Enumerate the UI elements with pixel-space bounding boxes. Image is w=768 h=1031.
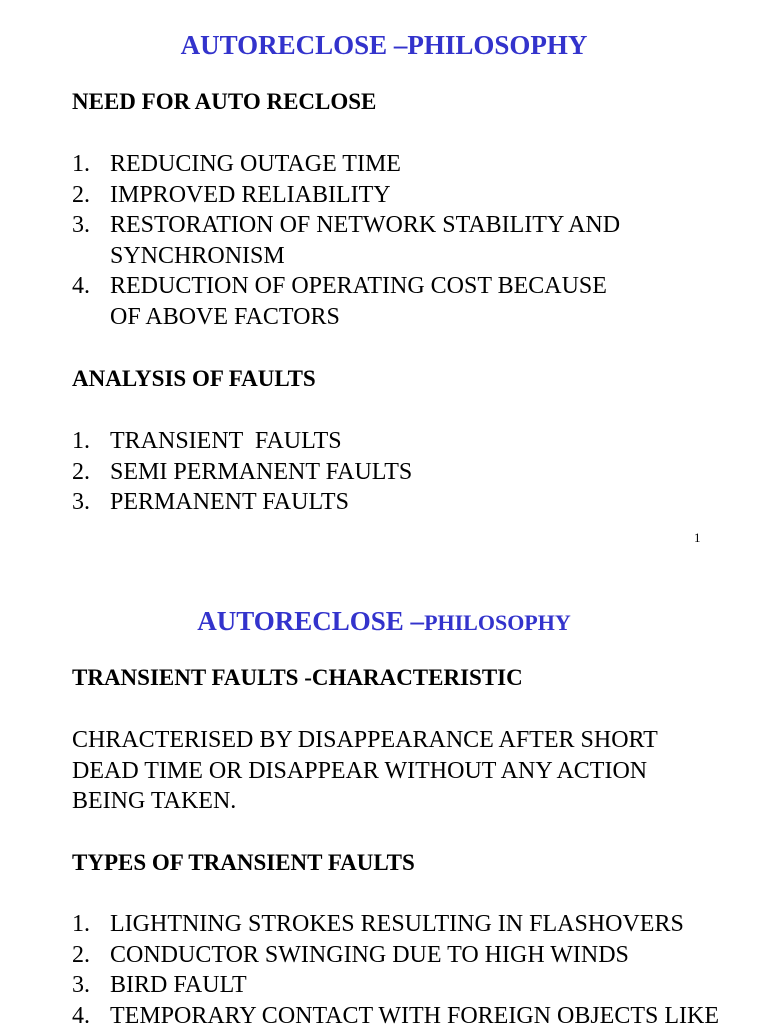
list-item-text-continued: SYNCHRONISM (110, 243, 285, 269)
list-item (72, 457, 412, 488)
need-for-auto-reclose-heading: NEED FOR AUTO RECLOSE (72, 89, 376, 115)
paragraph-line: DEAD TIME OR DISAPPEAR WITHOUT ANY ACTION (72, 756, 658, 787)
list-item (72, 210, 620, 271)
list-item-text: LIGHTNING STROKES RESULTING IN FLASHOVERS (110, 911, 684, 937)
list-item-text-continued: OF ABOVE FACTORS (110, 304, 340, 330)
fault-list (72, 426, 412, 518)
slide-2-title-main: AUTORECLOSE – (197, 606, 424, 636)
list-item-text: IMPROVED RELIABILITY (110, 182, 391, 208)
slide-1-title: AUTORECLOSE –PHILOSOPHY (0, 30, 768, 61)
list-item (72, 909, 719, 940)
list-number: 4. (72, 1001, 90, 1031)
list-number: 1. (72, 909, 90, 940)
list-number: 4. (72, 271, 90, 302)
list-item (72, 1001, 719, 1031)
list-number: 3. (72, 210, 90, 241)
list-number: 1. (72, 149, 90, 180)
list-item (72, 940, 719, 971)
list-number: 3. (72, 970, 90, 1001)
transient-types-list (72, 909, 719, 1031)
list-item (72, 426, 412, 457)
list-number: 2. (72, 457, 90, 488)
list-item-text: SEMI PERMANENT FAULTS (110, 459, 412, 485)
slide-2-title-suffix: PHILOSOPHY (424, 610, 571, 635)
list-item (72, 149, 620, 180)
list-number: 2. (72, 940, 90, 971)
transient-faults-characteristic-heading: TRANSIENT FAULTS -CHARACTERISTIC (72, 665, 523, 691)
paragraph-line: CHRACTERISED BY DISAPPEARANCE AFTER SHORT (72, 725, 658, 756)
list-item (72, 180, 620, 211)
list-item (72, 271, 620, 332)
list-item (72, 970, 719, 1001)
list-item-text: TEMPORARY CONTACT WITH FOREIGN OBJECTS LIKE (110, 1003, 719, 1029)
list-item (72, 487, 412, 518)
list-item-text: RESTORATION OF NETWORK STABILITY AND (110, 212, 620, 238)
list-number: 3. (72, 487, 90, 518)
list-item-text: BIRD FAULT (110, 972, 247, 998)
list-item-text: PERMANENT FAULTS (110, 489, 349, 515)
list-item-text: TRANSIENT FAULTS (110, 428, 342, 454)
analysis-of-faults-heading: ANALYSIS OF FAULTS (72, 366, 316, 392)
list-item-text: CONDUCTOR SWINGING DUE TO HIGH WINDS (110, 942, 629, 968)
list-number: 2. (72, 180, 90, 211)
characteristic-paragraph (72, 725, 658, 817)
paragraph-line: BEING TAKEN. (72, 786, 658, 817)
types-of-transient-faults-heading: TYPES OF TRANSIENT FAULTS (72, 850, 415, 876)
need-list (72, 149, 620, 332)
slide-2-title (0, 606, 768, 637)
page-number: 1 (694, 530, 701, 546)
list-number: 1. (72, 426, 90, 457)
list-item-text: REDUCING OUTAGE TIME (110, 151, 401, 177)
list-item-text: REDUCTION OF OPERATING COST BECAUSE (110, 273, 607, 299)
